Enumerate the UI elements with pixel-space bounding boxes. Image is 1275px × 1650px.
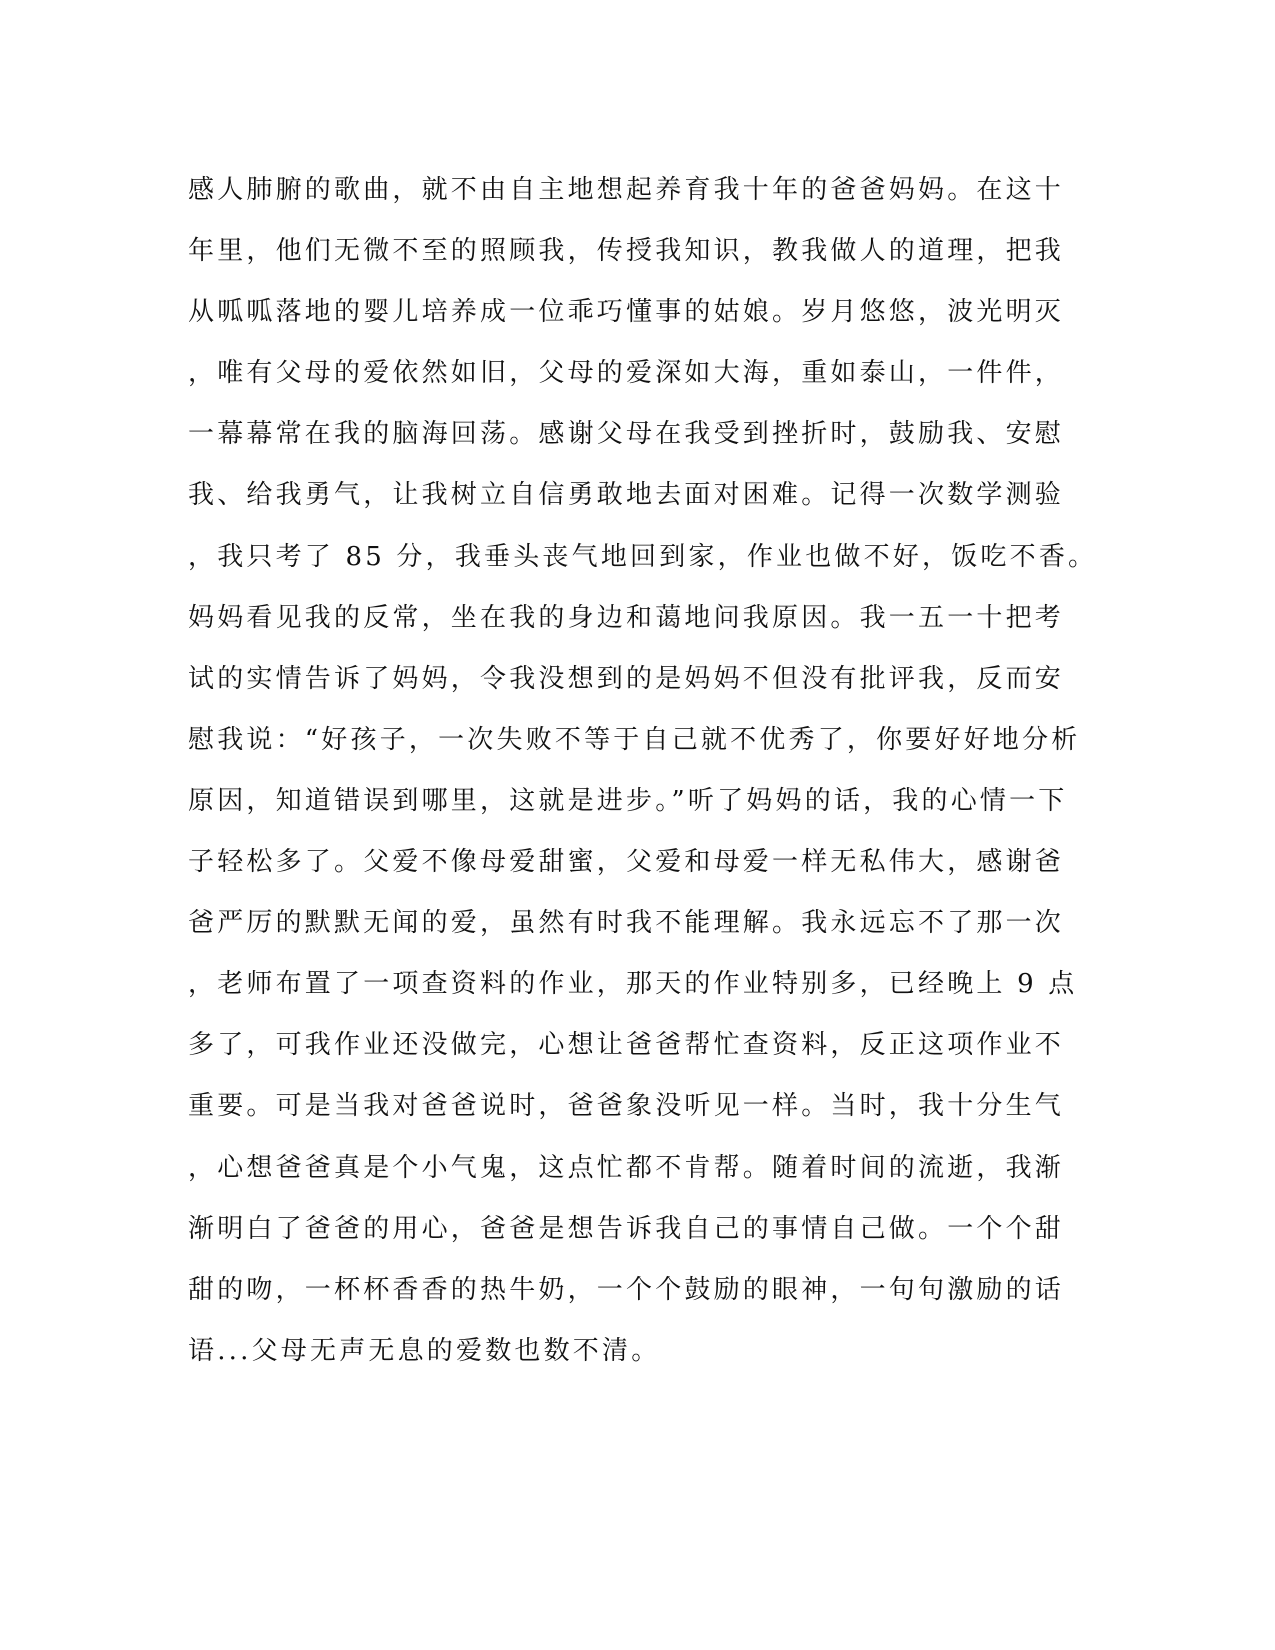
- text-line: 重要。可是当我对爸爸说时，爸爸象没听见一样。当时，我十分生气: [188, 1091, 1065, 1122]
- text-line: 感人肺腑的歌曲，就不由自主地想起养育我十年的爸爸妈妈。在这十: [188, 175, 1065, 205]
- text-line: 语...父母无声无息的爱数也数不清。: [188, 1335, 661, 1366]
- text-line: ，心想爸爸真是个小气鬼，这点忙都不肯帮。随着时间的流逝，我渐: [188, 1152, 1065, 1183]
- text-line: 年里，他们无微不至的照顾我，传授我知识，教我做人的道理，把我: [188, 236, 1065, 267]
- text-line: 子轻松多了。父爱不像母爱甜蜜，父爱和母爱一样无私伟大，感谢爸: [188, 847, 1065, 878]
- text-line: 试的实情告诉了妈妈，令我没想到的是妈妈不但没有批评我，反而安: [188, 663, 1065, 694]
- text-line: 原因，知道错误到哪里，这就是进步。”听了妈妈的话，我的心情一下: [188, 785, 1068, 816]
- text-line: 妈妈看见我的反常，坐在我的身边和蔼地问我原因。我一五一十把考: [188, 602, 1065, 633]
- body-paragraph: [188, 160, 1098, 1382]
- text-line: 爸严厉的默默无闻的爱，虽然有时我不能理解。我永远忘不了那一次: [188, 908, 1065, 939]
- text-line: 从呱呱落地的婴儿培养成一位乖巧懂事的姑娘。岁月悠悠，波光明灭: [188, 297, 1065, 328]
- text-line: ，老师布置了一项查资料的作业，那天的作业特别多，已经晚上 9 点: [188, 969, 1078, 1000]
- text-line: 我、给我勇气，让我树立自信勇敢地去面对困难。记得一次数学测验: [188, 480, 1065, 511]
- text-line: 一幕幕常在我的脑海回荡。感谢父母在我受到挫折时，鼓励我、安慰: [188, 419, 1065, 450]
- text-line: ，我只考了 85 分，我垂头丧气地回到家，作业也做不好，饭吃不香。: [188, 541, 1098, 572]
- text-line: 多了，可我作业还没做完，心想让爸爸帮忙查资料，反正这项作业不: [188, 1030, 1065, 1061]
- text-line: 渐明白了爸爸的用心，爸爸是想告诉我自己的事情自己做。一个个甜: [188, 1213, 1065, 1244]
- text-line: ，唯有父母的爱依然如旧，父母的爱深如大海，重如泰山，一件件，: [188, 358, 1065, 389]
- text-line: 慰我说：“好孩子，一次失败不等于自己就不优秀了，你要好好地分析: [188, 724, 1081, 755]
- text-line: 甜的吻，一杯杯香香的热牛奶，一个个鼓励的眼神，一句句激励的话: [188, 1274, 1065, 1305]
